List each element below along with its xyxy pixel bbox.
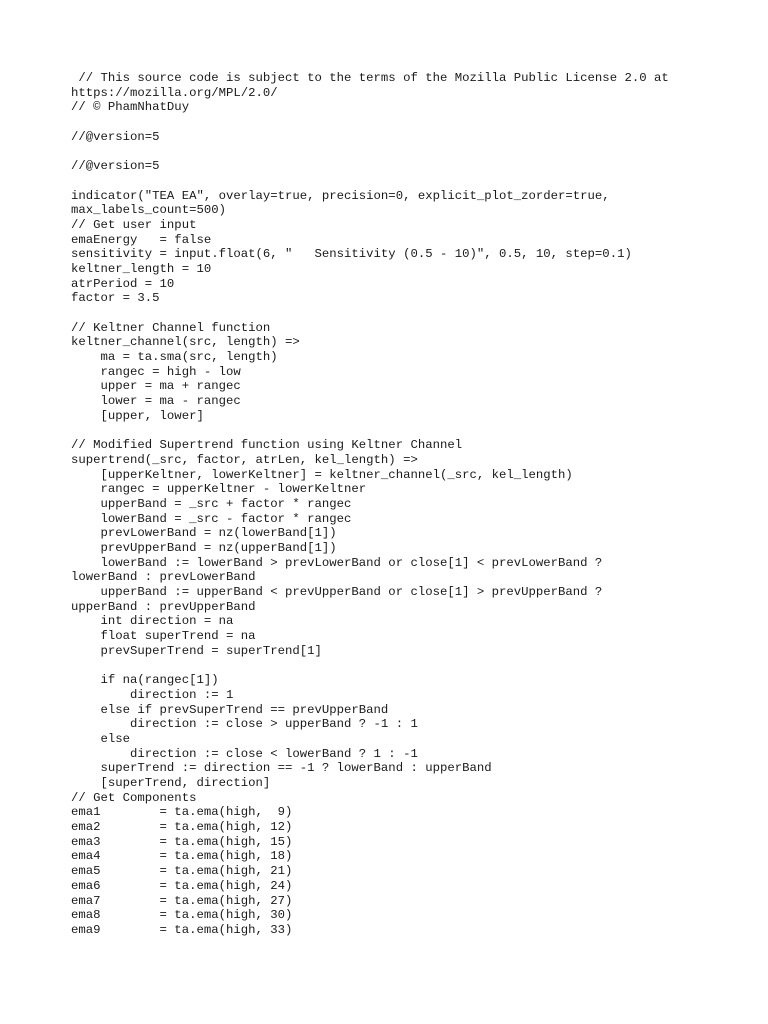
code-line: ema3 = ta.ema(high, 15) [71, 834, 293, 849]
code-line: lowerBand := lowerBand > prevLowerBand or close[1] < prevLowerBand ? [71, 555, 603, 570]
code-line: rangec = upperKeltner - lowerKeltner [71, 482, 367, 497]
code-line: prevUpperBand = nz(upperBand[1]) [71, 541, 337, 555]
code-line: indicator("TEA EA", overlay=true, precision=0, explicit_plot_zorder=true, [71, 188, 610, 203]
code-line: rangec = high - low [71, 364, 241, 379]
code-line: // This source code is subject to the terms of the Mozilla Public License 2.0 at [71, 71, 669, 85]
code-line: prevLowerBand = nz(lowerBand[1]) [71, 526, 337, 541]
code-line: lower = ma - rangec [71, 394, 241, 409]
code-line [71, 659, 731, 674]
code-line: upperBand = _src + factor * rangec [71, 496, 352, 511]
code-line: // Get Components [71, 790, 197, 805]
code-line: [superTrend, direction] [71, 776, 271, 790]
code-line: upperBand := upperBand < prevUpperBand or close[1] > prevUpperBand ? [71, 585, 603, 600]
code-line [71, 306, 731, 321]
code-line: upperBand : prevUpperBand [71, 599, 256, 614]
code-line: superTrend := direction == -1 ? lowerBand : upperBand [71, 761, 492, 776]
code-line: factor = 3.5 [71, 291, 160, 306]
code-line: direction := close < lowerBand ? 1 : -1 [71, 746, 418, 761]
code-line: ema8 = ta.ema(high, 30) [71, 908, 293, 923]
code-line: supertrend(_src, factor, atrLen, kel_length) => [71, 452, 418, 467]
code-line: https://mozilla.org/MPL/2.0/ [71, 85, 278, 100]
code-line: atrPeriod = 10 [71, 276, 175, 291]
code-line: else [71, 731, 131, 746]
code-line: // Modified Supertrend function using Keltner Channel [71, 438, 463, 453]
code-line: ema4 = ta.ema(high, 18) [71, 849, 293, 864]
code-line [71, 144, 731, 159]
code-line: keltner_length = 10 [71, 261, 212, 276]
code-line: // Keltner Channel function [71, 320, 271, 335]
code-line [71, 115, 731, 130]
code-line: [upperKeltner, lowerKeltner] = keltner_channel(_src, kel_length) [71, 467, 573, 482]
code-line: max_labels_count=500) [71, 203, 226, 218]
code-line: lowerBand : prevLowerBand [71, 570, 256, 585]
code-line: ma = ta.sma(src, length) [71, 350, 278, 365]
code-line: else if prevSuperTrend == prevUpperBand [71, 702, 389, 717]
code-line: float superTrend = na [71, 629, 256, 644]
code-line: if na(rangec[1]) [71, 673, 219, 688]
code-line: int direction = na [71, 614, 234, 629]
code-line [71, 174, 731, 189]
code-line: emaEnergy = false [71, 232, 212, 247]
code-line: //@version=5 [71, 129, 160, 144]
code-line: //@version=5 [71, 159, 160, 174]
code-line: ema5 = ta.ema(high, 21) [71, 864, 293, 879]
code-line: // © PhamNhatDuy [71, 100, 190, 115]
code-line: lowerBand = _src - factor * rangec [71, 511, 352, 526]
code-line: upper = ma + rangec [71, 379, 241, 394]
code-line: sensitivity = input.float(6, " Sensitivity (0.5 - 10)", 0.5, 10, step=0.1) [71, 247, 632, 262]
code-line: direction := close > upperBand ? -1 : 1 [71, 717, 418, 732]
code-line: // Get user input [71, 217, 197, 232]
code-block [71, 71, 731, 938]
code-line: ema1 = ta.ema(high, 9) [71, 805, 293, 820]
code-line [71, 424, 731, 439]
code-line: ema7 = ta.ema(high, 27) [71, 893, 293, 908]
code-line: ema9 = ta.ema(high, 33) [71, 922, 293, 937]
code-line: ema6 = ta.ema(high, 24) [71, 878, 293, 893]
code-line: keltner_channel(src, length) => [71, 335, 300, 350]
code-line: ema2 = ta.ema(high, 12) [71, 820, 293, 835]
code-line: direction := 1 [71, 687, 234, 702]
code-line: [upper, lower] [71, 408, 204, 423]
code-line: prevSuperTrend = superTrend[1] [71, 643, 322, 658]
